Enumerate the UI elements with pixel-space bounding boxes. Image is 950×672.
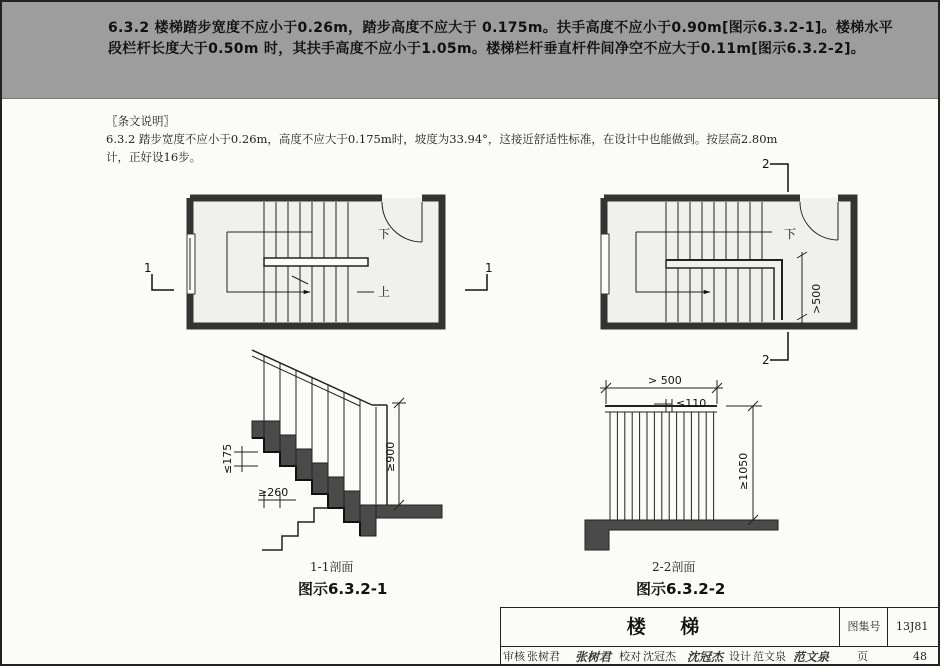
check-label: 校对	[619, 650, 641, 663]
atlas-label: 图集号	[839, 608, 888, 646]
cut-2-top-label: 2	[762, 157, 770, 171]
page-number: 48	[913, 650, 927, 663]
reviewer-name: 张树君	[527, 650, 560, 663]
section-1-label: 1-1剖面	[310, 560, 354, 574]
plan-2-down-label: 下	[784, 227, 797, 241]
explanation-line-1: 6.3.2 踏步宽度不应小于0.26m，高度不应大于0.175m时，坡度为33.94°，这接近舒适性标准，在设计中也能做到。按层高2.80m	[106, 132, 778, 146]
checker-name: 沈冠杰	[643, 650, 676, 663]
title-block-row-2	[501, 647, 940, 666]
cut-2-bottom-label: 2	[762, 353, 770, 367]
page-label: 页	[857, 650, 868, 663]
designer-signature: 范文泉	[793, 650, 830, 664]
section-2-label: 2-2剖面	[652, 560, 696, 574]
baluster-gap-label: ≤110	[676, 397, 707, 410]
stair-drawings	[2, 2, 940, 666]
cut-1-left-label: 1	[144, 261, 152, 275]
stair-plan-1	[187, 198, 442, 326]
design-label: 设计	[729, 650, 751, 663]
checker-signature: 沈冠杰	[687, 650, 724, 664]
tread-label: ≥260	[258, 486, 289, 499]
section-2-balusters	[610, 412, 714, 520]
guard-height-label: ≥1050	[737, 452, 750, 490]
explanation-line-2: 计，正好设16步。	[106, 150, 202, 164]
figure-2-caption: 图示6.3.2-2	[636, 580, 726, 598]
section-2-width-label: > 500	[648, 374, 682, 387]
atlas-number: 13J81	[887, 608, 940, 646]
figure-1-caption: 图示6.3.2-1	[298, 580, 388, 598]
sheet-title: 楼 梯	[626, 616, 714, 638]
clause-line-2: 段栏杆长度大于0.50m 时，其扶手高度不应小于1.05m。楼梯栏杆垂直杆件间净空不应大于0.11m[图示6.3.2-2]。	[108, 41, 866, 57]
title-block	[500, 607, 940, 666]
section-1-1	[234, 350, 442, 550]
designer-name: 范文泉	[753, 650, 786, 663]
reviewer-signature: 张树君	[575, 650, 612, 664]
plan-1-down-label: 下	[378, 227, 391, 241]
handrail-height-label: ≥900	[384, 441, 397, 472]
explanation-heading: 〖条文说明〗	[106, 114, 175, 128]
plan-1-up-label: 上	[378, 285, 391, 299]
title-block-row-1	[501, 608, 940, 647]
riser-label: ≤175	[221, 443, 234, 474]
review-label: 审核	[503, 650, 525, 663]
plan-2-dim-label: >500	[810, 283, 823, 314]
clause-line-1: 6.3.2 楼梯踏步宽度不应小于0.26m，踏步高度不应大于 0.175m。扶手高度不应小于0.90m[图示6.3.2-1]。楼梯水平	[108, 20, 894, 36]
cut-1-right-label: 1	[485, 261, 493, 275]
